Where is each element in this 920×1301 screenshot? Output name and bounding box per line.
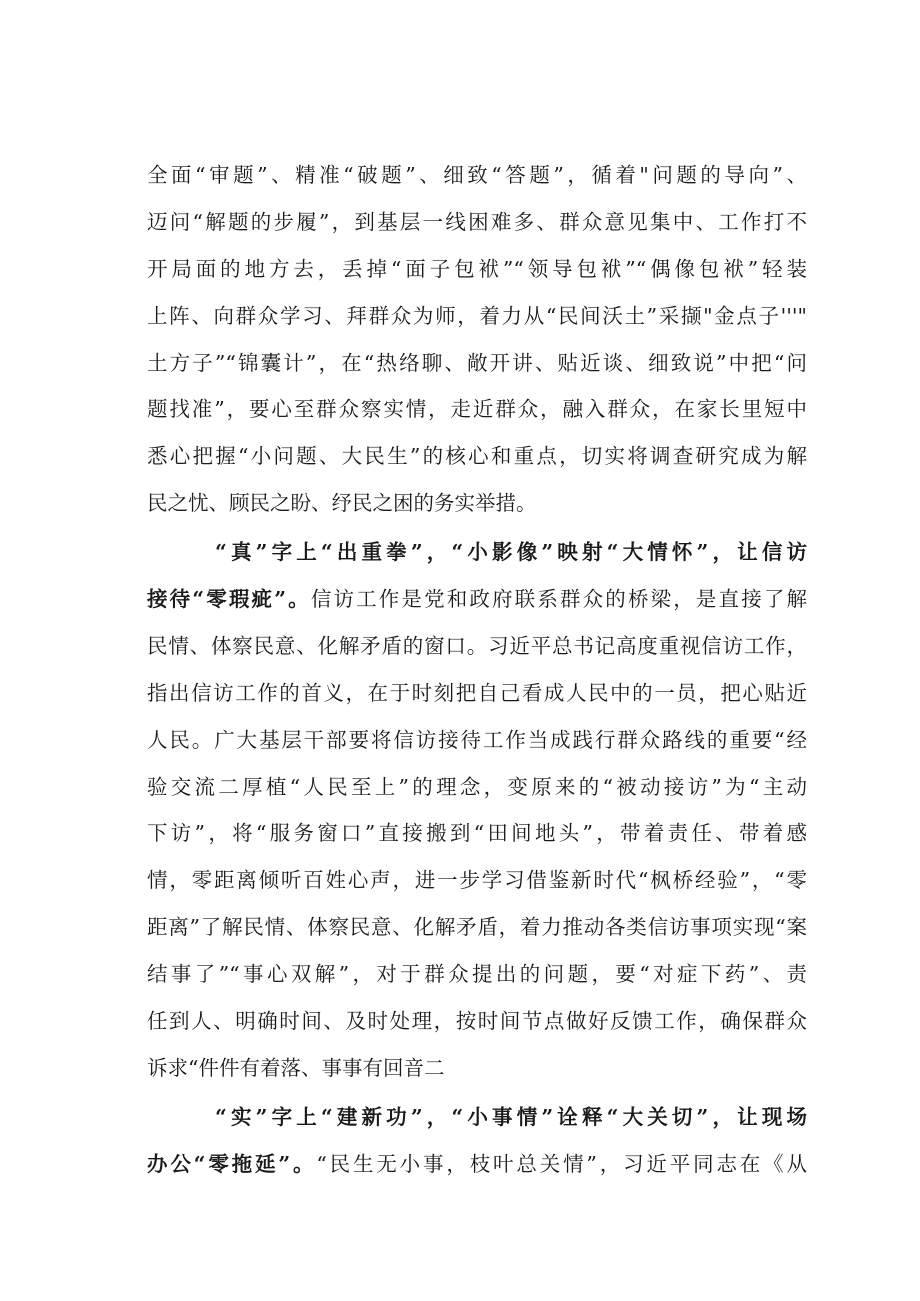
- paragraph-line: [147, 199, 807, 246]
- paragraph-line: [147, 246, 807, 293]
- paragraph-line: [147, 857, 807, 904]
- text-run: “民生无小事，枝叶总关情”，习近平同志在《从: [316, 1151, 807, 1176]
- text-run: 民情、体察民意、化解矛盾的窗口。习近平总书记高度重视信访工作，: [147, 633, 807, 658]
- paragraph-p2: [147, 529, 807, 1092]
- paragraph-line: [147, 810, 807, 857]
- paragraph-line: [147, 576, 807, 623]
- heading-run: 接待“零瑕疵”。: [147, 587, 311, 612]
- paragraph-line: [147, 340, 807, 387]
- text-run: 下访”，将“服务窗口”直接搬到“田间地头”，带着责任、带着感: [147, 821, 807, 846]
- text-run: 结事了”“事心双解”，对于群众提出的问题，要“对症下药”、责: [147, 962, 807, 987]
- heading-run: 办公“零拖延”。: [147, 1151, 317, 1176]
- paragraph-line: [147, 717, 807, 764]
- paragraph-line: [147, 951, 807, 998]
- paragraph-line: [147, 1141, 807, 1188]
- paragraph-line: [147, 1094, 807, 1141]
- paragraph-line: [147, 764, 807, 811]
- paragraph-line: [147, 1045, 807, 1092]
- text-run: 距离”了解民情、体察民意、化解矛盾，着力推动各类信访事项实现“案: [147, 915, 807, 940]
- paragraph-p3: [147, 1094, 807, 1188]
- text-run: 验交流二厚植“人民至上”的理念，变原来的“被动接访”为“主动: [147, 774, 807, 799]
- text-run: 迈问“解题的步履”，到基层一线困难多、群众意见集中、工作打不: [147, 209, 807, 234]
- paragraph-line: [147, 293, 807, 340]
- text-run: 土方子”“锦囊计”，在“热络聊、敞开讲、贴近谈、细致说”中把“问: [147, 350, 807, 375]
- paragraph-line: [147, 386, 807, 433]
- paragraph-line: [147, 904, 807, 951]
- paragraph-line: [147, 152, 807, 199]
- heading-run: “真”字上“出重拳”，“小影像”映射“大情怀”，让信访: [215, 540, 807, 565]
- heading-run: “实”字上“建新功”，“小事情”诠释“大关切”，让现场: [215, 1104, 807, 1129]
- paragraph-line: [147, 529, 807, 576]
- text-run: 人民。广大基层干部要将信访接待工作当成践行群众路线的重要“经: [147, 727, 807, 752]
- text-run: 任到人、明确时间、及时处理，按时间节点做好反馈工作，确保群众: [147, 1009, 807, 1034]
- text-run: 信访工作是党和政府联系群众的桥梁，是直接了解: [310, 587, 808, 612]
- paragraph-line: [147, 623, 807, 670]
- paragraph-line: [147, 433, 807, 480]
- text-run: 全面“审题”、精准“破题”、细致“答题”，循着"问题的导向”、: [147, 163, 807, 187]
- text-run: 诉求“件件有着落、事事有回音二: [147, 1055, 445, 1080]
- text-run: 上阵、向群众学习、拜群众为师，着力从“民间沃土”采撷"金点子'''": [147, 303, 807, 328]
- paragraph-p1: [147, 152, 807, 527]
- text-run: 情，零距离倾听百姓心声，进一步学习借鉴新时代“枫桥经验”，“零: [147, 868, 807, 893]
- text-run: 悉心把握“小问题、大民生”的核心和重点，切实将调查研究成为解: [147, 444, 807, 469]
- text-run: 指出信访工作的首义，在于时刻把自己看成人民中的一员，把心贴近: [147, 680, 807, 705]
- text-run: 民之忧、顾民之盼、纾民之困的务实举措。: [147, 491, 537, 516]
- paragraph-line: [147, 670, 807, 717]
- document-page: [147, 152, 807, 1188]
- text-run: 开局面的地方去，丢掉“面子包袱”“领导包袱”“偶像包袱”轻装: [147, 256, 807, 281]
- paragraph-line: [147, 998, 807, 1045]
- text-run: 题找准”，要心至群众察实情，走近群众，融入群众，在家长里短中: [147, 397, 807, 422]
- paragraph-line: [147, 480, 807, 527]
